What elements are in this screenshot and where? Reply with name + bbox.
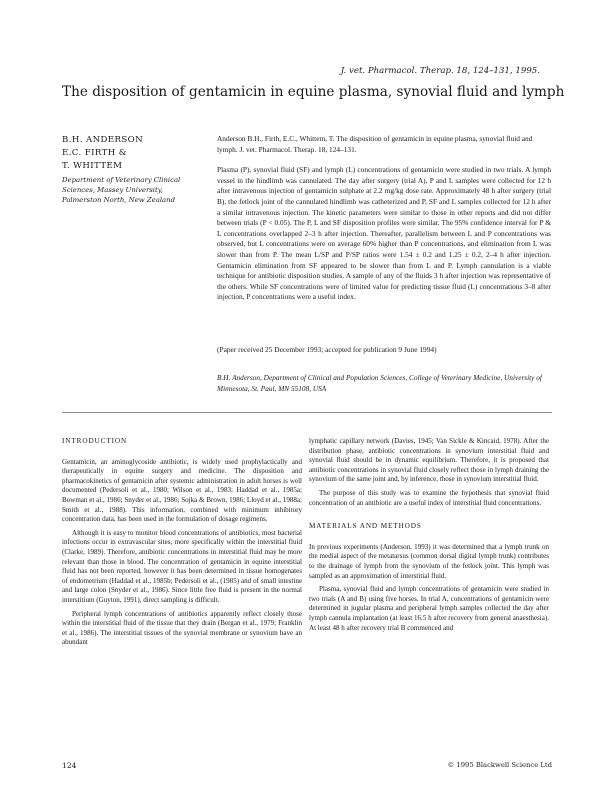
author-affiliation: Department of Veterinary Clinical Sciences, Massey University, Palmerston North, New Zealand — [62, 176, 181, 205]
author-name: T. WHITTEM — [62, 161, 123, 171]
abstract — [217, 134, 551, 303]
body-paragraph: Gentamicin, an aminoglycoside antibiotic, is widely used prophylactically and therapeutically in equine surgery and medicine. The disposition and pharmacokinetics of gentamicin after systemic administration in adult horses is well documented (Pedersoli et al., 1980; Wilson et al., 1983; Haddad et al., 1985a; Bowman et al., 1986; Snyder et al., 1986; Sojka & Brown, 1986; Lloyd et al., 1988a; Smith et al., 1988). This information, combined with minimum inhibitory concentration data, has been used in the formulation of dosage regimens. — [62, 457, 302, 524]
body-paragraph: lymphatic capillary network (Davies, 1945; Van Sickle & Kincaid, 1978). After the distribution phase, antibiotic concentrations in synovium interstitial fluid and synovial fluid should be in dynamic equilibrium. Therefore, it is proposed that antibiotic concentrations in synovial fluid closely reflect those in lymph draining the synovium of the same joint and, by inference, those in synovium interstitial fluid. — [309, 437, 549, 484]
body-paragraph: The purpose of this study was to examine the hypothesis that synovial fluid concentration of an antibiotic are a useful index of interstitial fluid concentrations. — [309, 488, 549, 507]
author-list — [62, 134, 197, 173]
left-column — [62, 437, 302, 652]
received-dates: (Paper received 25 December 1993; accepted for publication 9 June 1994) — [217, 345, 437, 354]
section-divider — [62, 412, 552, 413]
right-column — [309, 437, 549, 637]
body-paragraph: Peripheral lymph concentrations of antibiotics apparently reflect closely those within the interstitial fluid of the tissue that they drain (Bergan et al., 1979; Franklin et al., 1986). The interstitial tissues of the synovial membrane or synovium have an abundant — [62, 609, 302, 647]
body-paragraph: Plasma, synovial fluid and lymph concentrations of gentamicin were studied in two trials (A and B) using five horses. In trial A, concentrations of gentamicin were determined in jugular plasma and peripheral lymph samples collected the day after lymph cannula implantation (at least 16.5 h after recovery from general anaesthesia). At least 48 h after recovery trial B commenced and — [309, 585, 549, 632]
body-paragraph: Although it is easy to monitor blood concentrations of antibiotics, most bacterial infections occur in extravascular sites, more specifically within the interstitial fluid (Clarke, 1989). Therefore, antibiotic concentrations in interstitial fluid may be more relevant than those in blood. The concentration of gentamicin in equine interstitial fluid has not been reported, however it has been determined in tissue homogenates of endometrium (Haddad et al., 1985b; Pedersoli et al., (1985) and of small intestine and large colon (Snyder et al., 1986). Since little free fluid is present in the normal interstitium (Guyton, 1991), direct sampling is difficult. — [62, 528, 302, 604]
article-title: The disposition of gentamicin in equine plasma, synovial fluid and lymph — [62, 84, 565, 100]
abstract-text: Plasma (P), synovial fluid (SF) and lymph (L) concentrations of gentamicin were studied in two trials. A lymph vessel in the hindlimb was cannulated. The day after surgery (trial A), P and L samples were collected for 12 h after intravenous injection of gentamicin sulphate at 2.2 mg/kg dose rate. Approximately 48 h after surgery (trial B), the fetlock joint of the cannulated hindlimb was catheterized and P, SF and L samples collected for 12 h after a similar intravenous injection. The kinetic parameters were similar to those in other reports and did not differ between trials (P < 0.05). The P, L and SF disposition profiles were similar. The 95% confidence interval for P & L concentrations overlapped 2–3 h after injection. Thereafter, parallelism between L and P concentrations was observed, but L concentrations were on average 60% higher than P concentrations, and elimination from L was slower than from P. The mean L/SP and P/SP ratios were 1.54 ± 0.2 and 1.25 ± 0.2, 2–4 h after injection. Gentamicin elimination from SF appeared to be slower than from L and P. Lymph cannulation is a viable technique for antibiotic disposition studies. A sample of any of the fluids 3 h after injection was representative of the others. While SF concentrations were of limited value for predicting tissue fluid (L) concentrations 3–8 after injection, P concentrations were a useful index. — [217, 165, 551, 302]
author-name: E.C. FIRTH & — [62, 148, 127, 158]
author-name: B.H. ANDERSON — [62, 135, 144, 145]
body-paragraph: In previous experiments (Anderson, 1993) it was determined that a lymph trunk on the medial aspect of the metatarsus (common dorsal digital lymph trunk) contributes to the drainage of lymph from the synovium of the fetlock joint. This lymph was sampled as an approximation of interstitial fluid. — [309, 542, 549, 580]
abstract-citation: Anderson B.H., Firth, E.C., Whittem, T. The disposition of gentamicin in equine plasma, synovial fluid and lymph. J. vet. Pharmacol. Therap. 18, 124–131. — [217, 134, 533, 154]
copyright-notice: © 1995 Blackwell Science Ltd — [447, 761, 552, 769]
section-heading-materials-methods: MATERIALS AND METHODS — [309, 522, 422, 531]
correspondence-address: B.H. Anderson, Department of Clinical and Population Sciences, College of Veterinary Medicine, University of Minnesota, St. Paul, MN 55108, USA — [217, 373, 542, 393]
section-heading-introduction: INTRODUCTION — [62, 437, 128, 445]
journal-reference: J. vet. Pharmacol. Therap. 18, 124–131, 1995. — [340, 66, 540, 76]
page-number: 124 — [62, 761, 77, 770]
